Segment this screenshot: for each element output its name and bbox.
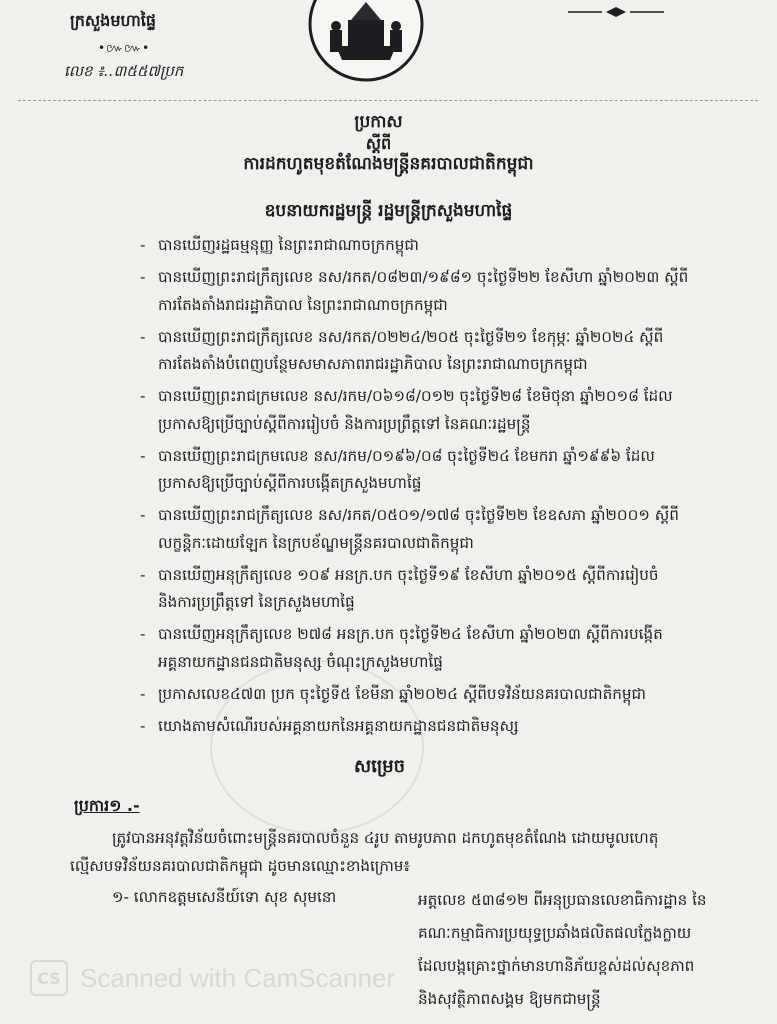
consideration-item: - បានឃើញអនុក្រឹត្យលេខ ២៧៨ អនក្រ.បក ចុះថ្ងៃទី២៤ ខែសីហា ឆ្នាំ២០២៣ ស្តីពីការបង្កើត អគ្គនាយកដ្ឋានជនជាតិមនុស្ស ចំណុះក្រសួងមហាផ្ទៃ — [140, 625, 663, 671]
consideration-item: - បានឃើញរដ្ឋធម្មនុញ្ញ នៃព្រះរាជាណាចក្រកម្ពុជា — [140, 236, 419, 254]
consideration-item: - បានឃើញព្រះរាជក្រឹត្យលេខ នស/រកត/០៨២៣/១៩៨១ ចុះថ្ងៃទី២២ ខែសីហា ឆ្នាំ២០២៣ ស្តីពី ការតែងតាំងរាជរដ្ឋាភិបាល នៃព្រះរាជាណាចក្រកម្ពុជា — [140, 268, 689, 314]
document-title: ការដកហូតមុខតំណែងមន្ត្រីនគរបាលជាតិកម្ពុជា — [243, 154, 534, 174]
document-type: ប្រកាស — [354, 112, 403, 132]
consideration-item: - យោងតាមសំណើរបស់អគ្គនាយកនៃអគ្គនាយកដ្ឋានជនជាតិមនុស្ស — [140, 716, 519, 735]
reference-number: លេខ ៖..៣៥៥៧ប្រក — [64, 62, 184, 80]
consideration-item: - ប្រកាសលេខ៤៧៣ ប្រក ចុះថ្ងៃទី៥ ខែមីនា ឆ្នាំ២០២៤ ស្តីពីបទវិន័យនគរបាលជាតិកម្ពុជា — [140, 684, 646, 703]
title-about: ស្តីពី — [365, 134, 392, 153]
article-body: ត្រូវបានអនុវត្តវិន័យចំពោះមន្ត្រីនគរបាលចំនួន ៤រូប តាមរូបភាព ដកហូតមុខតំណែង ដោយមូលហេតុ ល្មើសបទវិន័យនគរបាលជាតិកម្ពុជា ដូចមានឈ្មោះខាងក្រោម៖ — [70, 829, 659, 875]
issuer: ឧបនាយករដ្ឋមន្ត្រី រដ្ឋមន្ត្រីក្រសួងមហាផ្ទៃ — [264, 201, 513, 221]
consideration-item: - បានឃើញព្រះរាជក្រមលេខ នស/រកម/០១៩៦/០៨ ចុះថ្ងៃទី២៤ ខែមករា ឆ្នាំ១៩៩៦ ដែល ប្រកាសឱ្យប្រើច្បាប់ស្តីពីការបង្កើតក្រសួងមហាផ្ទៃ — [140, 446, 655, 492]
header-divider — [18, 100, 758, 101]
decision-heading: សម្រេច — [354, 756, 406, 777]
header-ornament: •៚៚• — [98, 41, 151, 55]
ministry-name: ក្រសួងមហាផ្ទៃ — [70, 11, 157, 30]
title-block — [0, 112, 777, 222]
camscanner-watermark — [30, 960, 395, 996]
camscanner-logo-icon: CS — [30, 960, 68, 996]
consideration-item: - បានឃើញព្រះរាជក្រមលេខ នស/រកម/០៦១៨/០១២ ចុះថ្ងៃទី២៨ ខែមិថុនា ឆ្នាំ២០១៨ ដែល ប្រកាសឱ្យប្រើច្បាប់ស្តីពីការរៀបចំ និងការប្រព្រឹត្តទៅ នៃគណៈរដ្ឋមន្ត្រី — [140, 387, 673, 433]
ornament-divider-icon — [568, 6, 664, 18]
consideration-item: - បានឃើញព្រះរាជក្រឹត្យលេខ នស/រកត/០២២៤/២០៥ ចុះថ្ងៃទី២១ ខែកុម្ភៈ ឆ្នាំ២០២៤ ស្តីពី ការតែងតាំងបំពេញបន្ថែមសមាសភាពរាជរដ្ឋាភិបាល នៃព្រះរាជាណាចក្រកម្ពុជា — [140, 327, 664, 373]
consideration-item: - បានឃើញអនុក្រឹត្យលេខ ១០៩ អនក្រ.បក ចុះថ្ងៃទី១៩ ខែសីហា ឆ្នាំ២០១៥ ស្តីពីការរៀបចំ និងការប្រព្រឹត្តទៅ នៃក្រសួងមហាផ្ទៃ — [140, 565, 659, 611]
considerations-list — [140, 232, 760, 745]
officer-description: អត្តលេខ ៥៣៨១២ ពីអនុប្រធានលេខាធិការដ្ឋាន នៃ គណៈកម្មាធិការប្រយុទ្ធប្រឆាំងផលិតផលក្លែងក្លាយ ដែលបង្កគ្រោះថ្នាក់មានហានិភ័យខ្ពស់ដល់សុខភាព និងសុវត្ថិភាពសង្គម ឱ្យមកជាមន្ត្រី — [418, 891, 707, 1008]
royal-emblem-icon — [306, 0, 426, 84]
article-heading: ប្រការ១ .- — [74, 796, 140, 815]
consideration-item: - បានឃើញព្រះរាជក្រឹត្យលេខ នស/រកត/០៥០១/១៧៨ ចុះថ្ងៃទី២២ ខែឧសភា ឆ្នាំ២០០១ ស្តីពី លក្ខន្តិកៈដោយឡែក នៃក្របខ័ណ្ឌមន្ត្រីនគរបាលជាតិកម្ពុជា — [140, 506, 679, 552]
camscanner-text: Scanned with CamScanner — [80, 962, 396, 993]
officer-name: ១- លោកឧត្តមសេនីយ៍ទោ សុខ សុមនោ — [112, 888, 337, 906]
